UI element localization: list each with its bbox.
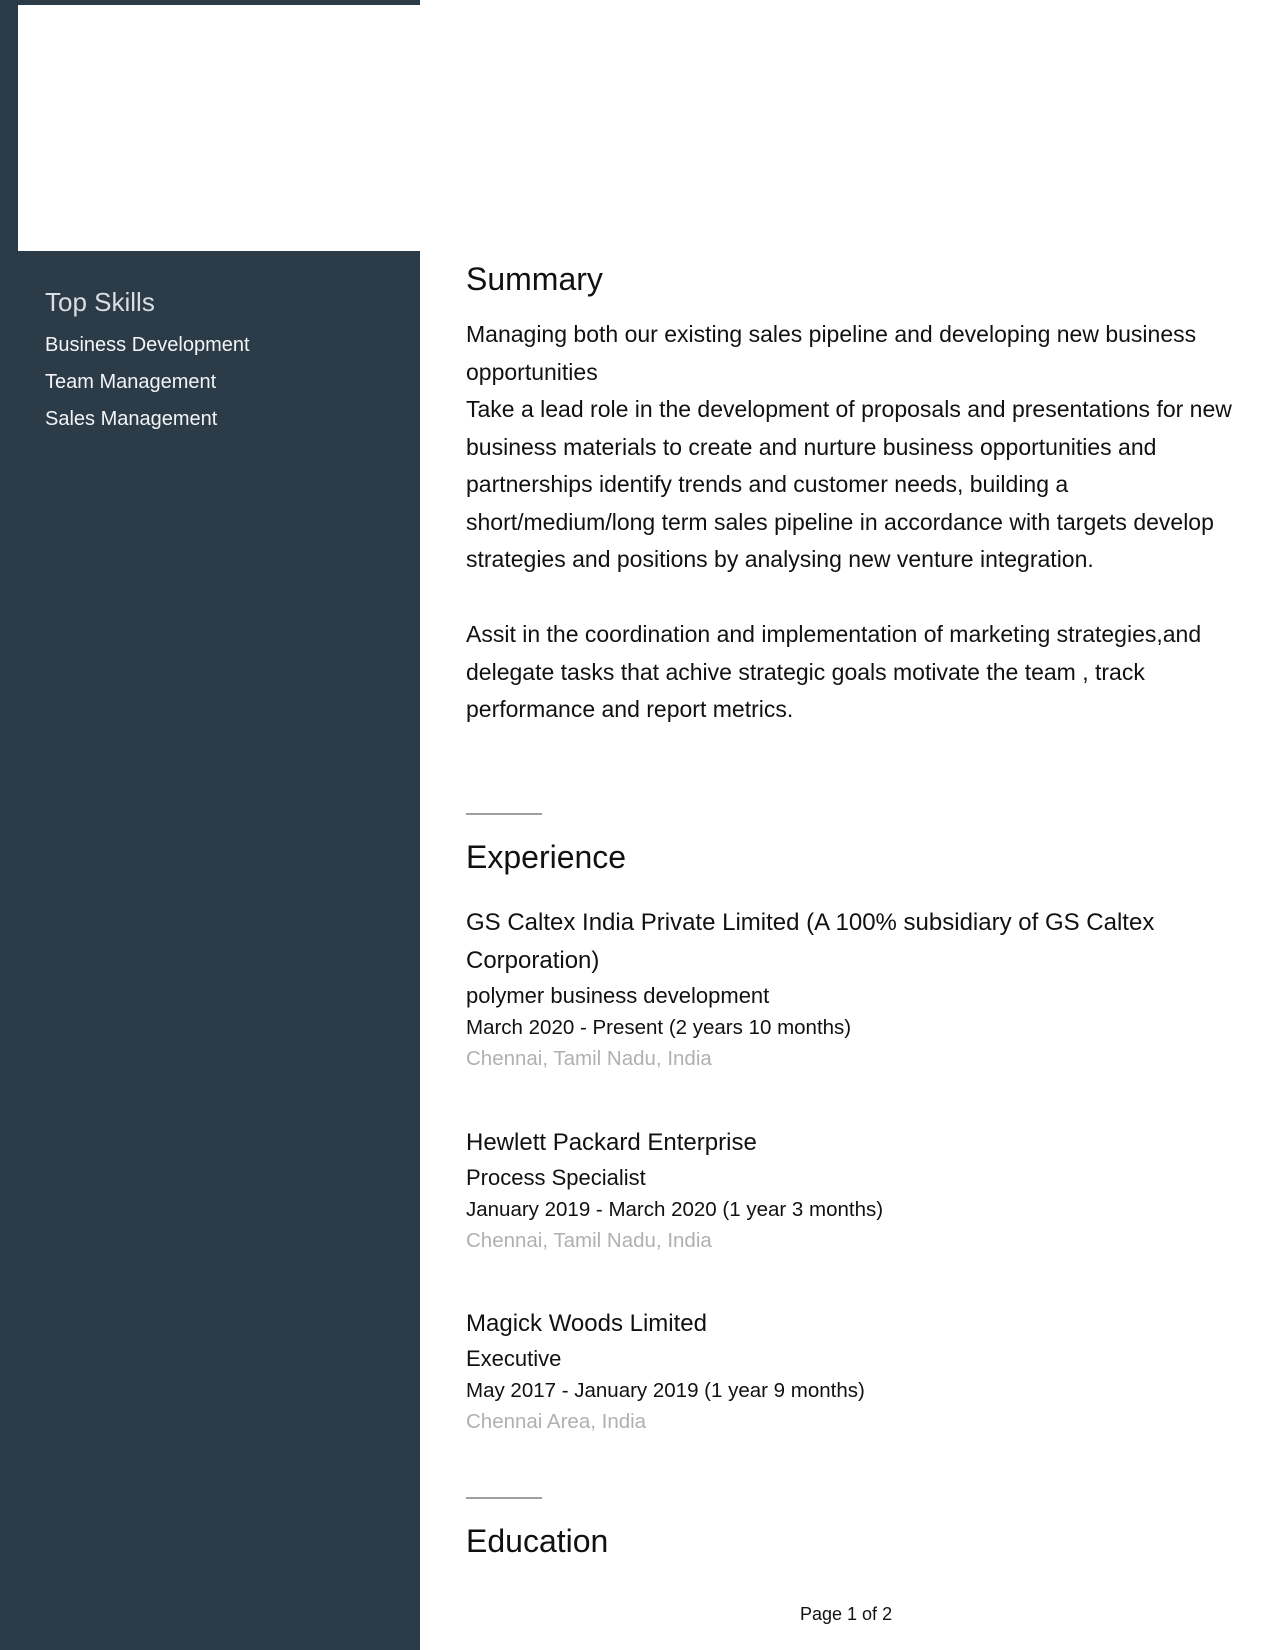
job-company: Hewlett Packard Enterprise: [466, 1129, 757, 1156]
summary-paragraph: Take a lead role in the development of proposals and presentations for new business materials to create and nurture business opportunities and partnerships identify trends and customer needs, building a short/medium/long term sales pipeline in accordance with targets develop strategies and positions by analysing new venture integration.: [466, 396, 1232, 572]
sidebar: [0, 0, 420, 1650]
experience-entry: [466, 1305, 1246, 1437]
job-company: GS Caltex India Private Limited (A 100% subsidiary of GS Caltex Corporation): [466, 909, 1155, 974]
job-location: Chennai Area, India: [466, 1410, 647, 1433]
section-divider: [466, 813, 542, 815]
education-heading: Education: [466, 1523, 609, 1559]
section-divider: [466, 1497, 542, 1499]
job-company: Magick Woods Limited: [466, 1310, 707, 1337]
job-title: Process Specialist: [466, 1165, 646, 1190]
top-skills-heading: Top Skills: [45, 287, 155, 317]
profile-photo-placeholder: [18, 5, 420, 251]
experience-entry: [466, 904, 1246, 1074]
skill-item: Team Management: [45, 371, 217, 393]
job-title: Executive: [466, 1346, 562, 1371]
job-dates: March 2020 - Present (2 years 10 months): [466, 1016, 852, 1039]
top-skills-section: [45, 285, 250, 438]
summary-paragraph: Assit in the coordination and implementation of marketing strategies,and delegate tasks that achive strategic goals motivate the team , track performance and report metrics.: [466, 621, 1202, 722]
summary-body: [466, 316, 1246, 729]
paragraph-spacer: [466, 579, 1246, 617]
skill-item: Sales Management: [45, 408, 218, 430]
skill-item: Business Development: [45, 334, 250, 356]
summary-heading: Summary: [466, 261, 603, 297]
experience-heading: Experience: [466, 839, 627, 875]
job-location: Chennai, Tamil Nadu, India: [466, 1047, 712, 1070]
job-title: polymer business development: [466, 983, 770, 1008]
experience-entry: [466, 1124, 1246, 1256]
job-dates: January 2019 - March 2020 (1 year 3 months): [466, 1198, 884, 1221]
job-location: Chennai, Tamil Nadu, India: [466, 1229, 712, 1252]
page-number: Page 1 of 2: [800, 1604, 893, 1624]
summary-paragraph: Managing both our existing sales pipeline and developing new business opportunities: [466, 321, 1197, 385]
job-dates: May 2017 - January 2019 (1 year 9 months): [466, 1379, 865, 1402]
